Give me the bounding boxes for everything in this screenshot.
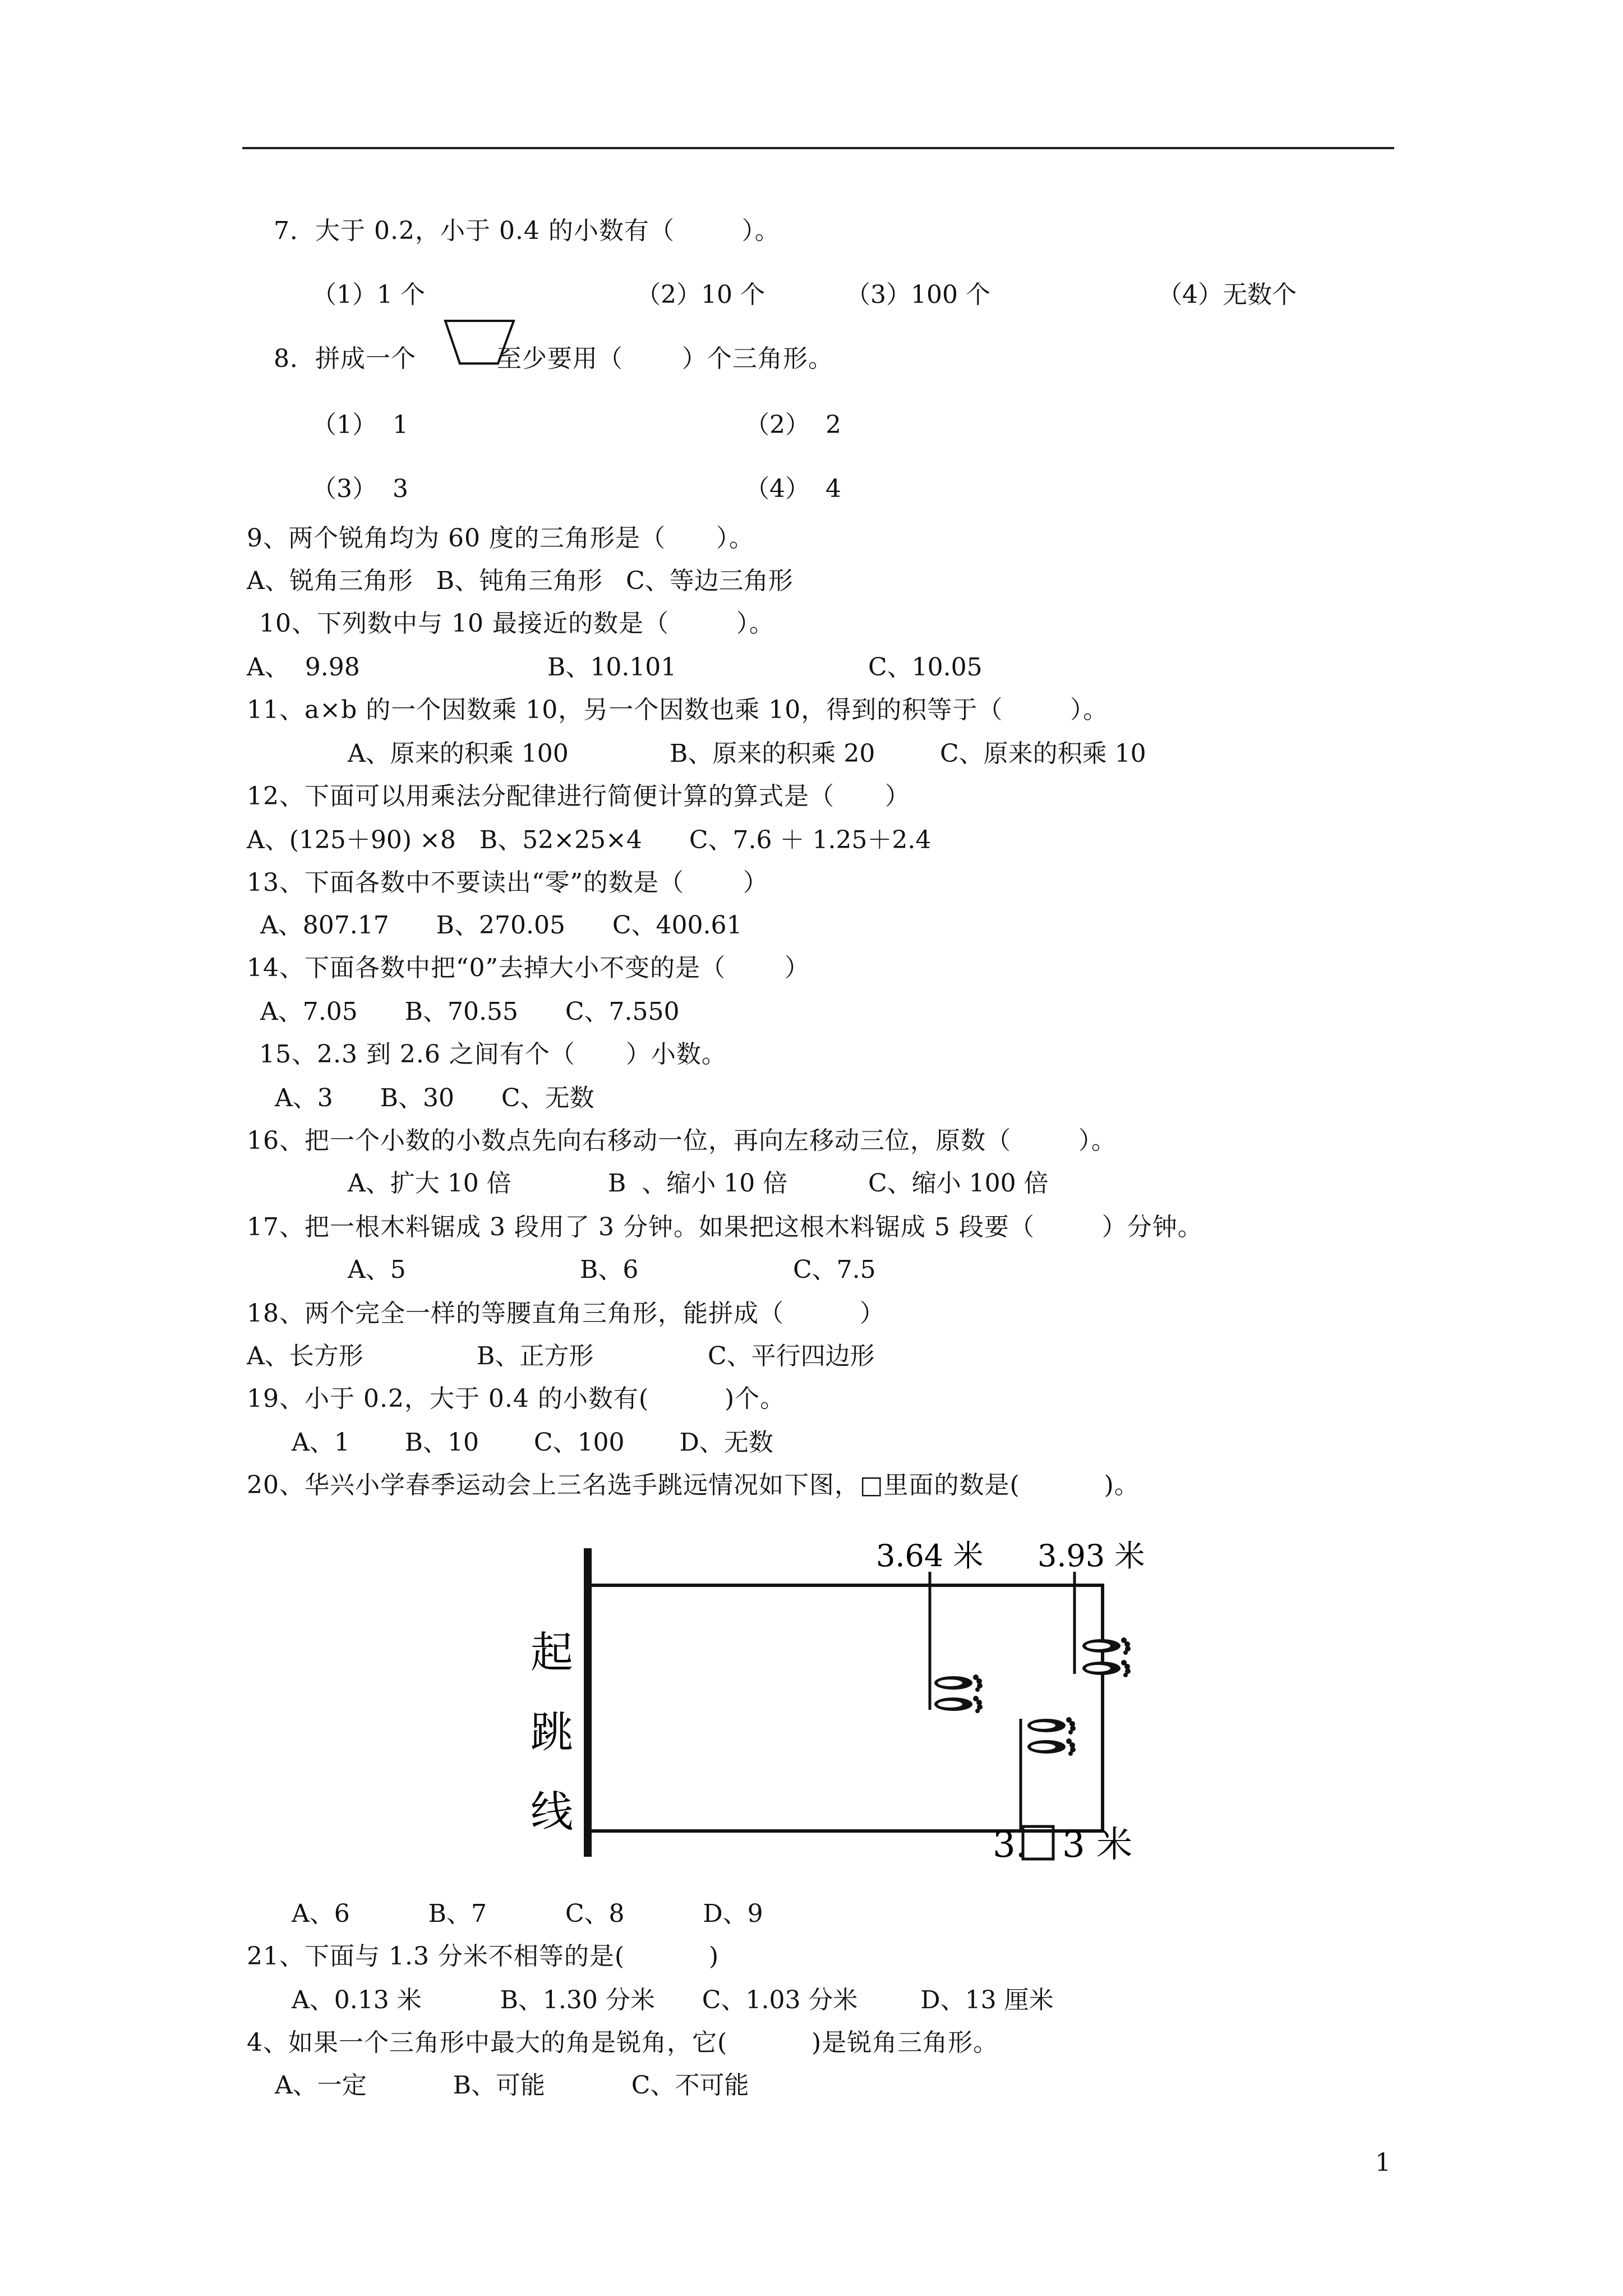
q15-options: A、3 B、30 C、无数 (275, 1084, 594, 1112)
q7-option-1: （1）1 个 (312, 280, 425, 309)
q7-option-4: （4）无数个 (1158, 280, 1297, 309)
q16-option-b: B 、缩小 10 倍 (608, 1169, 788, 1198)
footprint-2a (1082, 1637, 1131, 1655)
q15-stem: 15、2.3 到 2.6 之间有个（ ）小数。 (259, 1040, 727, 1069)
q11-option-b: B、原来的积乘 20 (670, 739, 875, 768)
q16-stem: 16、把一个小数的小数点先向右移动一位，再向左移动三位，原数（ ）。 (247, 1126, 1117, 1155)
q17-option-b: B、6 (580, 1255, 639, 1284)
q10-option-c: C、10.05 (868, 653, 983, 682)
q21-stem: 21、下面与 1.3 分米不相等的是( ) (247, 1942, 720, 1971)
q10-option-b: B、10.101 (547, 653, 677, 682)
footprint-1a (934, 1674, 983, 1692)
q12-options: A、(125＋90) ×8 B、52×25×4 C、7.6 ＋ 1.25＋2.4 (247, 826, 932, 854)
q16-option-c: C、缩小 100 倍 (868, 1169, 1049, 1198)
q17-stem: 17、把一根木料锯成 3 段用了 3 分钟。如果把这根木料锯成 5 段要（ ）分钟。 (247, 1213, 1203, 1241)
header-rule (242, 147, 1394, 149)
q4-stem: 4、如果一个三角形中最大的角是锐角，它( )是锐角三角形。 (247, 2028, 999, 2057)
distance-label-1: 3.64 米 (876, 1538, 984, 1573)
q21-options: A、0.13 米 B、1.30 分米 C、1.03 分米 D、13 厘米 (292, 1986, 1054, 2014)
q16-option-a: A、扩大 10 倍 (348, 1169, 511, 1198)
q13-options: A、807.17 B、270.05 C、400.61 (260, 911, 743, 940)
q7-option-3: （3）100 个 (846, 280, 990, 309)
q17-option-a: A、5 (348, 1255, 406, 1284)
q19-options: A、1 B、10 C、100 D、无数 (292, 1428, 773, 1457)
q18-option-c: C、平行四边形 (708, 1342, 875, 1370)
q10-option-a: A、 9.98 (247, 653, 360, 682)
q8-option-4: （4） 4 (745, 475, 841, 503)
q8-option-2: （2） 2 (745, 411, 841, 439)
page-number: 1 (1375, 2148, 1391, 2177)
footprint-3a (1027, 1717, 1076, 1734)
start-char-1: 起 (531, 1627, 573, 1677)
q8-stem-start: 8．拼成一个 (274, 344, 416, 373)
footprint-1b (934, 1696, 983, 1713)
q11-option-a: A、原来的积乘 100 (348, 739, 569, 768)
q8-stem-end: 至少要用（ ）个三角形。 (497, 344, 833, 373)
runway-rect (588, 1585, 1103, 1831)
long-jump-figure (505, 1531, 1178, 1868)
distance-label-2: 3.93 米 (1038, 1538, 1145, 1573)
q18-stem: 18、两个完全一样的等腰直角三角形，能拼成（ ） (247, 1299, 885, 1328)
q8-option-3: （3） 3 (312, 475, 408, 503)
q14-options: A、7.05 B、70.55 C、7.550 (260, 997, 680, 1026)
q7-stem: 7．大于 0.2，小于 0.4 的小数有（ ）。 (274, 217, 780, 245)
q9-options: A、锐角三角形 B、钝角三角形 C、等边三角形 (247, 567, 793, 595)
q20-options: A、6 B、7 C、8 D、9 (292, 1899, 763, 1928)
q20-stem: 20、华兴小学春季运动会上三名选手跳远情况如下图，□里面的数是( )。 (247, 1471, 1140, 1499)
distance-label-3-prefix: 3. (993, 1824, 1027, 1866)
q11-option-c: C、原来的积乘 10 (940, 739, 1146, 768)
q7-option-2: （2）10 个 (636, 280, 765, 309)
start-char-2: 跳 (531, 1707, 573, 1757)
q14-stem: 14、下面各数中把“0”去掉大小不变的是（ ） (247, 954, 810, 982)
q18-option-b: B、正方形 (477, 1342, 594, 1370)
q8-option-1: （1） 1 (312, 411, 408, 439)
q11-stem: 11、a×b 的一个因数乘 10，另一个因数也乘 10，得到的积等于（ ）。 (247, 696, 1109, 724)
q12-stem: 12、下面可以用乘法分配律进行简便计算的算式是（ ） (247, 782, 910, 811)
footprint-3b (1027, 1738, 1076, 1756)
start-char-3: 线 (531, 1787, 573, 1837)
q13-stem: 13、下面各数中不要读出“零”的数是（ ） (247, 868, 768, 897)
q19-stem: 19、小于 0.2，大于 0.4 的小数有( )个。 (247, 1384, 786, 1413)
footprint-2b (1082, 1660, 1131, 1677)
distance-label-3-suffix: 3 米 (1062, 1824, 1133, 1866)
q17-option-c: C、7.5 (793, 1255, 876, 1284)
q4-options: A、一定 B、可能 C、不可能 (275, 2071, 749, 2100)
q10-stem: 10、下列数中与 10 最接近的数是（ ）。 (259, 609, 774, 638)
q9-stem: 9、两个锐角均为 60 度的三角形是（ ）。 (247, 524, 754, 553)
q18-option-a: A、长方形 (247, 1342, 363, 1370)
